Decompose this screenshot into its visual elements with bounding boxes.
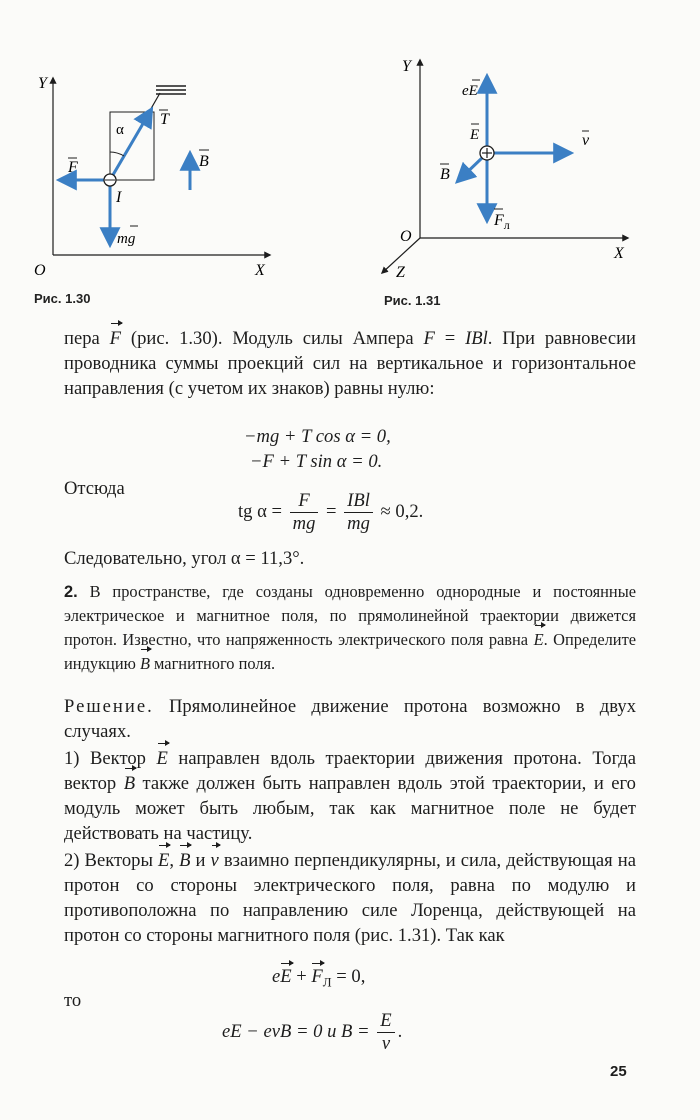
b-field-arrow [458, 157, 483, 181]
figure-1-31 [370, 55, 650, 285]
paragraph-ampere: пера F (рис. 1.30). Модуль силы Ампера F = IBl. При равновесии проводника суммы проекций сил на вертикальное и горизонтальное направления (с учетом их знаков) равны нулю: [64, 328, 636, 399]
z-label: Z [396, 264, 405, 281]
conclusion-angle: Следовательно, угол α = 11,3°. [64, 548, 305, 569]
f-label: F [68, 159, 78, 176]
otsyuda-label: Отсюда [64, 478, 125, 499]
x-label: X [614, 245, 624, 262]
equation-tangent: tg α = $\frac{F}{mg}$ = $\frac{\text{IBl}}{mg}$ ≈ 0,2. [238, 490, 424, 534]
problem-2: 2. В пространстве, где созданы одновременно однородные и постоянные электрическое и магнитное поля, по прямолинейной траектории движется протон. Известно, что напряженность электрического поля равна E. Определите индукцию B магнитного поля. [64, 580, 636, 676]
mg-label: mg [117, 231, 136, 247]
solution-intro: Решение. Прямолинейное движение протона возможно в двух случаях. [64, 696, 636, 742]
to-label: то [64, 990, 82, 1011]
origin-label: O [400, 228, 412, 245]
t-label: T [160, 111, 169, 128]
x-label: X [255, 262, 265, 279]
tension-arrow [110, 110, 151, 180]
caption-1-31: Рис. 1.31 [384, 293, 441, 308]
y-label: Y [402, 58, 411, 75]
equation-force-balance: eE + $F_Л = 0$, [272, 966, 366, 990]
page-number: 25 [610, 1063, 627, 1080]
alpha-label: α [116, 122, 124, 138]
v-label: v [582, 132, 590, 149]
y-label: Y [38, 75, 47, 92]
caption-1-30: Рис. 1.30 [34, 291, 91, 306]
case-2: 2) Векторы E, B и v взаимно перпендикулярны, и сила, действующая на протон со стороны электрического поля, равна по модулю и противоположна по направлению силе Лоренца, действующей на протон со стороны магнитного поля (рис. 1.31). Так как [64, 850, 636, 946]
origin-label: O [34, 262, 46, 279]
case-1: 1) Вектор E направлен вдоль траектории движения протона. Тогда вектор B также должен быть направлен вдоль этой траектории, и его модуль может быть любым, так как магнитное поле не будет действовать на частицу. [64, 748, 636, 844]
fl-label: $F_л$ [494, 212, 510, 232]
current-label: I [116, 189, 122, 206]
ee-label: eE [462, 83, 478, 99]
equation-result: eE − evB = 0 и B = $\frac{E}{v}$ . [222, 1010, 403, 1054]
b-label: B [440, 166, 450, 183]
equation-projections-1: −mg + T cos α = 0, [244, 426, 391, 447]
equation-projections-2: −F + T sin α = 0. [250, 451, 383, 472]
e-label: E [470, 127, 480, 143]
figure-1-30 [20, 60, 320, 350]
b-label: B [199, 153, 209, 170]
